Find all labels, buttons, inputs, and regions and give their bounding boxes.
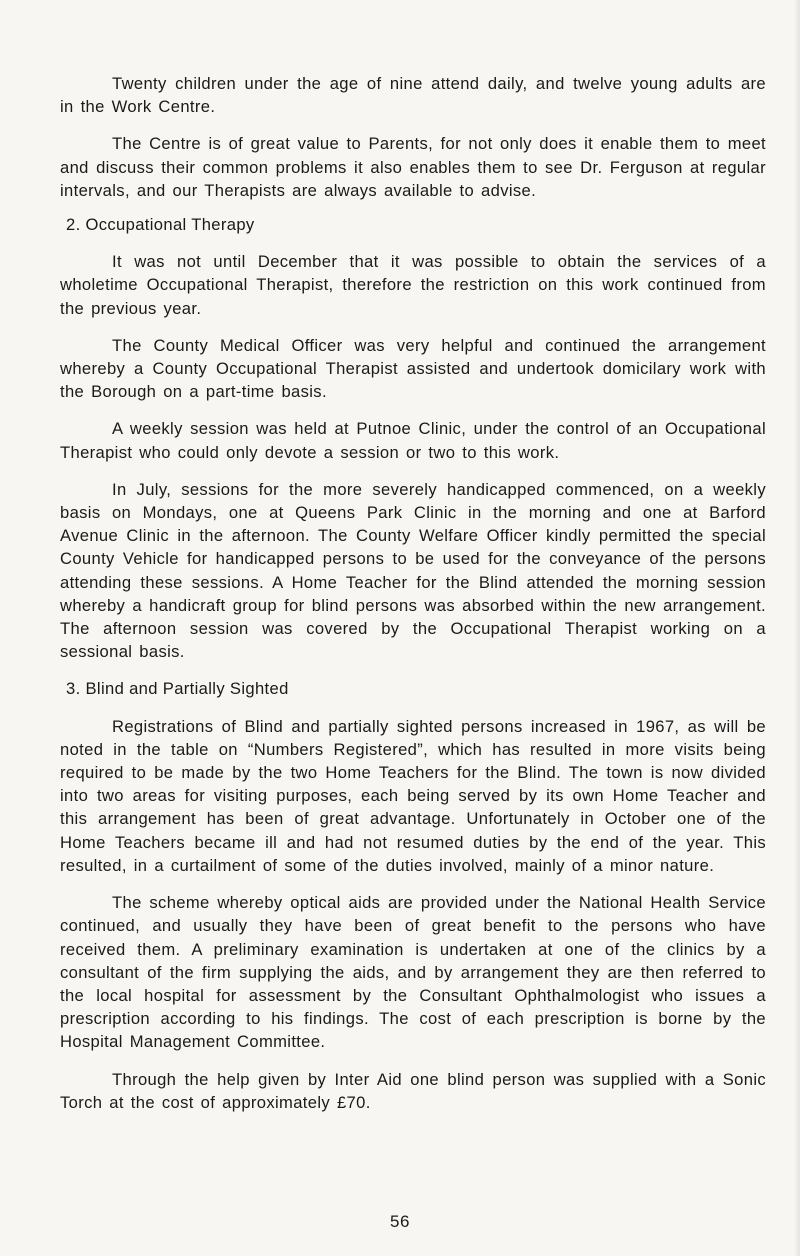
paragraph-occupational-therapist-services: It was not until December that it was possible to obtain the services of a wholetime Occupational Therapist, therefore the restriction on this work continued from the previous year. — [60, 252, 766, 318]
page-number: 56 — [390, 1212, 410, 1231]
paragraph-registrations: Registrations of Blind and partially sighted persons increased in 1967, as will be noted in the table on “Numbers Registered”, which has resulted in more visits being required to be made by the two Home Teachers for the Blind. The town is now divided into two areas for visiting purposes, each being served by its own Home Teacher and this arrangement has been of great advantage. Unfortunately in October one of the Home Teachers became ill and had not resumed duties by the end of the year. This resulted, in a curtailment of some of the duties involved, mainly of a minor nature. — [60, 716, 766, 875]
page-edge-shadow — [794, 0, 800, 1256]
section-heading-blind-partially-sighted: 3. Blind and Partially Sighted — [66, 679, 289, 699]
paragraph-sonic-torch: Through the help given by Inter Aid one blind person was supplied with a Sonic Torch at the cost of approximately £70. — [60, 1069, 766, 1112]
paragraph-putnoe-clinic: A weekly session was held at Putnoe Clinic, under the control of an Occupational Therapist who could only devote a session or two to this work. — [60, 419, 766, 462]
paragraph-optical-aids: The scheme whereby optical aids are provided under the National Health Service continued, and usually they have been of great benefit to the persons who have received them. A preliminary examination is undertaken at one of the clinics by a consultant of the firm supplying the aids, and by arrangement they are then referred to the local hospital for assessment by the Consultant Ophthalmologist who issues a prescription according to his findings. The cost of each prescription is borne by the Hospital Management Committee. — [60, 893, 766, 1052]
paragraph-county-medical-officer: The County Medical Officer was very helpful and continued the arrangement whereby a County Occupational Therapist assisted and undertook domicilary work with the Borough on a part-time basis. — [60, 335, 766, 402]
paragraph-centre-value: The Centre is of great value to Parents, for not only does it enable them to meet and discuss their common problems it also enables them to see Dr. Ferguson at regular intervals, and our Therapists are always available to advise. — [60, 134, 766, 200]
paragraph-work-centre: Twenty children under the age of nine attend daily, and twelve young adults are in the Work Centre. — [60, 74, 766, 117]
section-heading-occupational-therapy: 2. Occupational Therapy — [66, 215, 255, 235]
paragraph-july-sessions: In July, sessions for the more severely handicapped commenced, on a weekly basis on Mondays, one at Queens Park Clinic in the morning and one at Barford Avenue Clinic in the afternoon. The County Welfare Officer kindly permitted the special County Vehicle for handicapped persons to be used for the conveyance of the persons attending these sessions. A Home Teacher for the Blind attended the morning session whereby a handicraft group for blind persons was absorbed within the new arrangement. The afternoon session was covered by the Occupational Therapist working on a sessional basis. — [60, 479, 766, 662]
